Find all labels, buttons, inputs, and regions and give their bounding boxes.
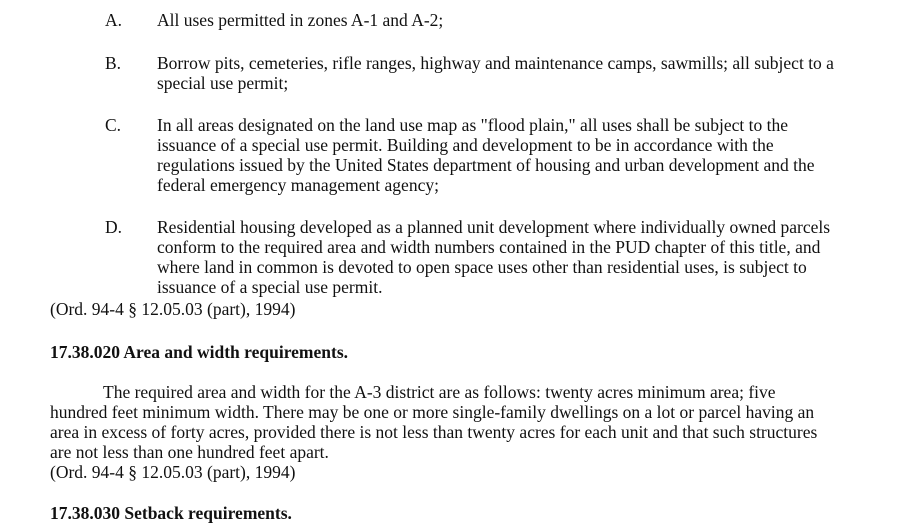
paragraph-line: area in excess of forty acres, provided there is not less than twenty acres for each unit and that such structures — [50, 422, 818, 442]
ordinance-citation: (Ord. 94-4 § 12.05.03 (part), 1994) — [50, 299, 296, 319]
text-line: special use permit; — [157, 73, 289, 93]
text-line: federal emergency management agency; — [157, 175, 439, 195]
text-line: where land in common is devoted to open space uses other than residential uses, is subject to — [157, 257, 807, 277]
text-line: Borrow pits, cemeteries, rifle ranges, highway and maintenance camps, sawmills; all subject to a — [157, 53, 834, 73]
text-line: All uses permitted in zones A-1 and A-2; — [157, 10, 444, 30]
text-line: Residential housing developed as a planned unit development where individually owned parcels — [157, 217, 831, 237]
list-item-letter: A. — [105, 10, 123, 30]
list-item-letter: B. — [105, 53, 122, 73]
list-item-letter: D. — [105, 217, 123, 237]
paragraph-line: hundred feet minimum width. There may be one or more single-family dwellings on a lot or parcel having an — [50, 402, 815, 422]
paragraph-line: The required area and width for the A-3 district are as follows: twenty acres minimum area; five — [103, 382, 776, 402]
section-heading-020: 17.38.020 Area and width requirements. — [50, 342, 349, 362]
section-heading-030: 17.38.030 Setback requirements. — [50, 503, 292, 523]
text-line: In all areas designated on the land use map as "flood plain," all uses shall be subject to the — [157, 115, 788, 135]
text-line: regulations issued by the United States department of housing and urban development and the — [157, 155, 815, 175]
text-line: conform to the required area and width numbers contained in the PUD chapter of this title, and — [157, 237, 821, 257]
text-line: issuance of a special use permit. — [157, 277, 383, 297]
text-line: issuance of a special use permit. Building and development to be in accordance with the — [157, 135, 774, 155]
paragraph-line: are not less than one hundred feet apart. — [50, 442, 329, 462]
list-item-letter: C. — [105, 115, 122, 135]
ordinance-citation: (Ord. 94-4 § 12.05.03 (part), 1994) — [50, 462, 296, 482]
